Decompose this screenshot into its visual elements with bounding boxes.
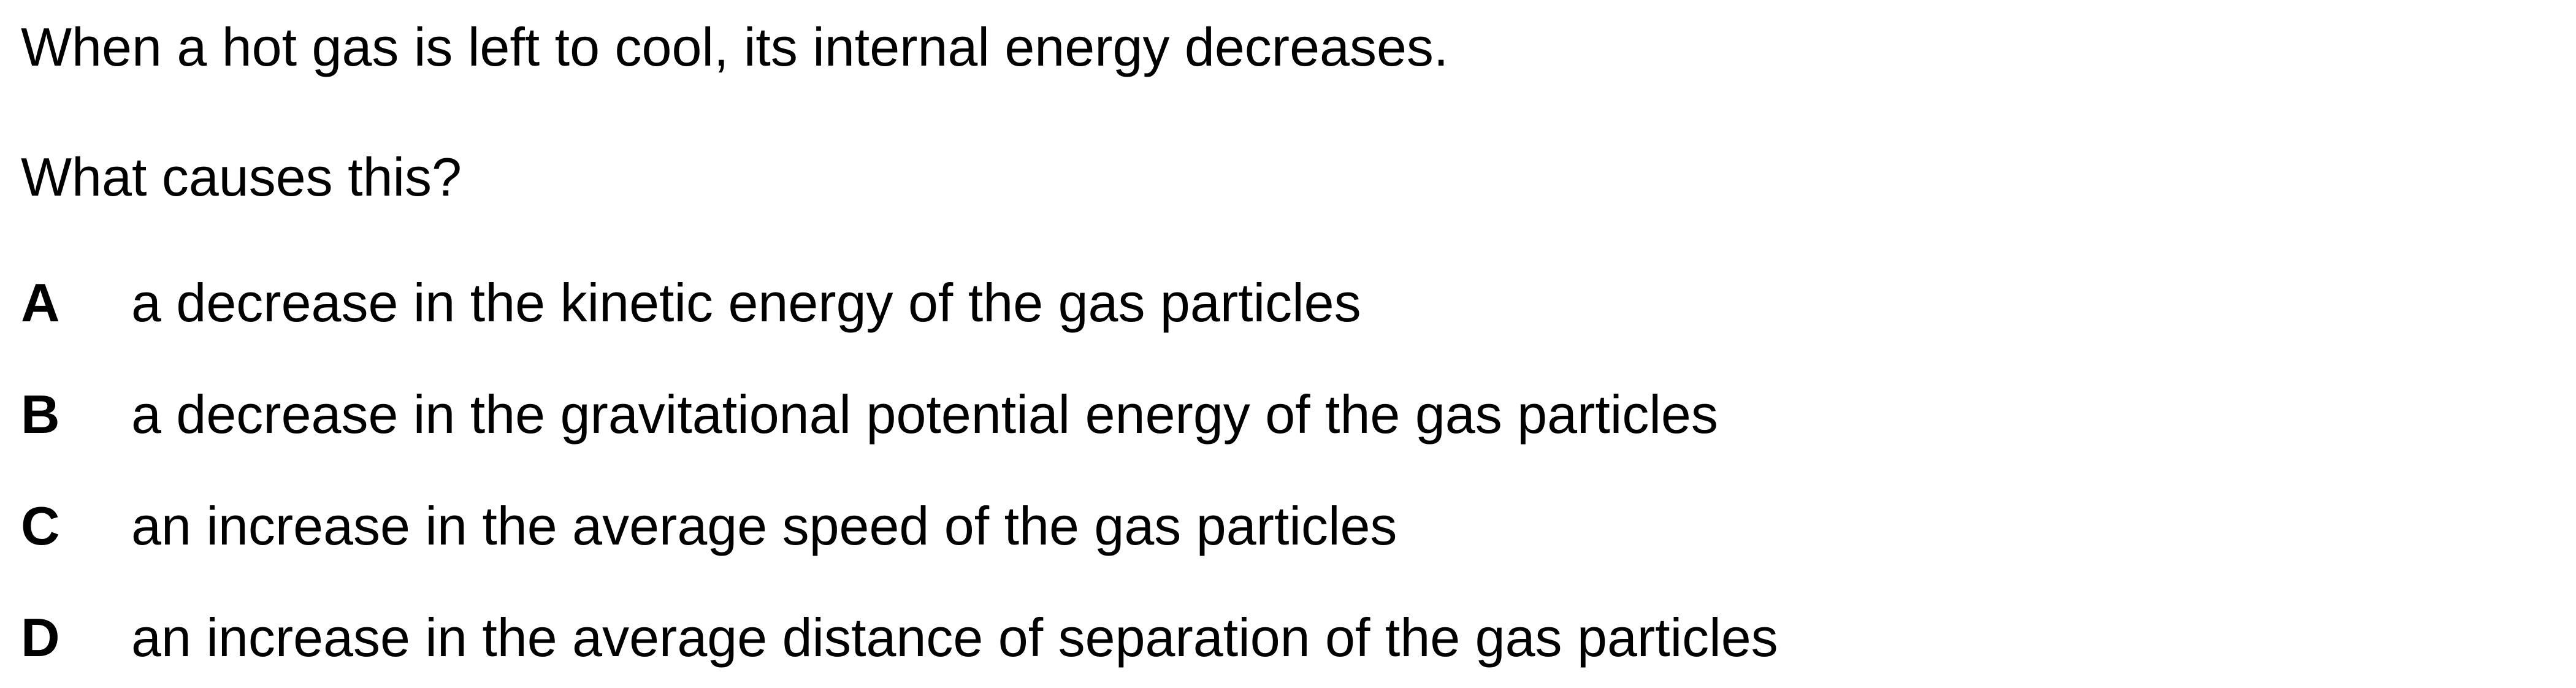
option-a[interactable]: [21, 272, 2535, 334]
option-letter: B: [21, 384, 60, 445]
option-text: a decrease in the gravitational potential energy of the gas particles: [131, 384, 1718, 445]
option-d[interactable]: [21, 607, 2535, 668]
option-letter: A: [21, 272, 60, 333]
question-stem: When a hot gas is left to cool, its internal energy decreases.: [21, 17, 1449, 77]
option-text: an increase in the average distance of separation of the gas particles: [131, 607, 1778, 668]
question-prompt: What causes this?: [21, 147, 462, 207]
option-text: a decrease in the kinetic energy of the gas particles: [131, 272, 1361, 333]
option-c[interactable]: [21, 495, 2535, 557]
option-letter: C: [21, 495, 60, 556]
option-b[interactable]: [21, 384, 2535, 445]
option-text: an increase in the average speed of the gas particles: [131, 495, 1397, 556]
option-letter: D: [21, 607, 60, 668]
